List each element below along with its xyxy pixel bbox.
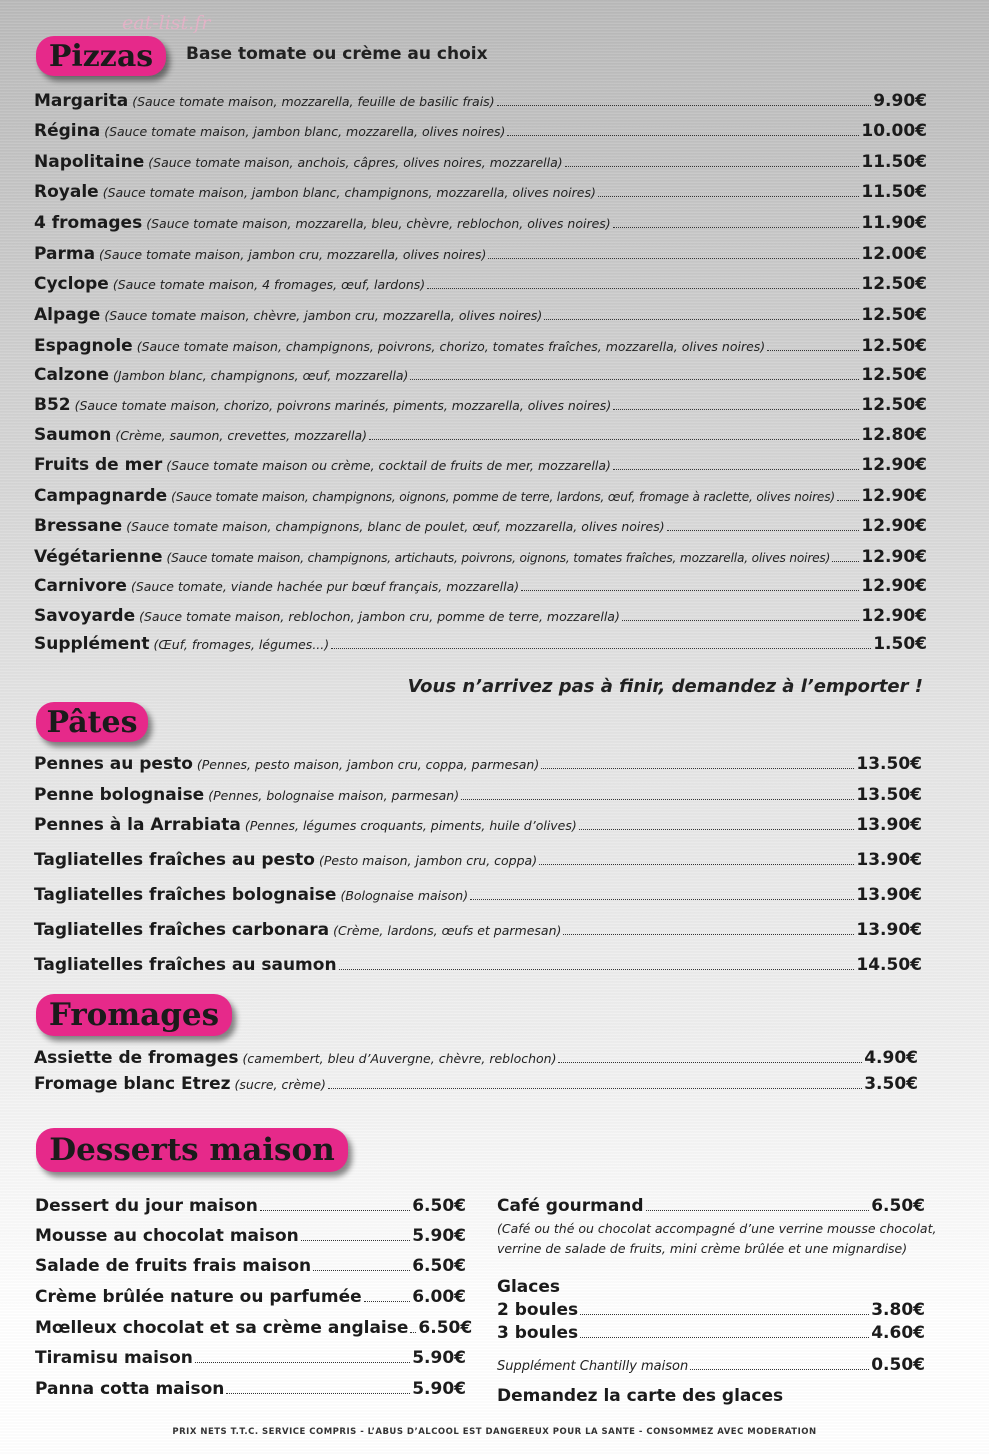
item-price: 6.00€: [412, 1287, 466, 1307]
menu-item-row: [35, 1287, 466, 1307]
item-price: 1.50€: [873, 634, 927, 654]
item-description: (Sauce tomate maison, chèvre, jambon cru, mozzarella, olives noires): [104, 308, 543, 323]
item-price: 6.50€: [412, 1196, 466, 1216]
menu-item-row: [34, 336, 927, 356]
takeaway-note: Vous n’arrivez pas à finir, demandez à l’emporter !: [407, 676, 923, 697]
pizzas-subtitle: Base tomate ou crème au choix: [186, 44, 488, 64]
fromages-heading: Fromages: [36, 994, 232, 1036]
item-description: (Sauce tomate maison, mozzarella, bleu, chèvre, reblochon, olives noires): [146, 216, 611, 231]
item-price: 12.90€: [861, 516, 927, 536]
item-description: (Pennes, légumes croquants, piments, huile d’olives): [244, 818, 577, 833]
menu-item-row: [34, 1074, 918, 1094]
dot-leader: [427, 288, 859, 289]
item-description: (Sauce tomate maison, jambon cru, mozzarella, olives noires): [99, 247, 487, 262]
item-name: Fruits de mer: [34, 455, 163, 475]
dot-leader: [328, 1088, 862, 1089]
item-name: Carnivore: [34, 576, 127, 596]
item-price: 12.90€: [861, 606, 927, 626]
menu-item-row: [34, 815, 922, 835]
dot-leader: [613, 227, 860, 228]
item-description: (Sauce tomate maison, jambon blanc, mozzarella, olives noires): [104, 124, 506, 139]
item-description: (Pennes, bolognaise maison, parmesan): [208, 788, 460, 803]
dot-leader: [690, 1369, 869, 1370]
dot-leader: [364, 1301, 411, 1302]
menu-item-row: [35, 1226, 466, 1246]
dot-leader: [613, 409, 859, 410]
item-price: 6.50€: [412, 1256, 466, 1276]
item-price: 3.50€: [864, 1074, 918, 1094]
item-name: Tagliatelles fraîches bolognaise: [34, 885, 337, 905]
menu-item-row: [35, 1256, 466, 1276]
menu-item-row: [34, 850, 922, 870]
item-name: Savoyarde: [34, 606, 136, 626]
menu-item-row: [34, 1048, 918, 1068]
cafe-gourmand-note-line1: (Café ou thé ou chocolat accompagné d’une verrine mousse chocolat,: [497, 1221, 937, 1236]
carte-glaces-note: Demandez la carte des glaces: [497, 1386, 784, 1406]
dot-leader: [544, 319, 859, 320]
dot-leader: [339, 969, 855, 970]
item-description: (Pennes, pesto maison, jambon cru, coppa, parmesan): [196, 757, 540, 772]
footer-legal: PRIX NETS T.T.C. SERVICE COMPRIS - L’ABUS D’ALCOOL EST DANGEREUX POUR LA SANTE - CONSOMMEZ AVEC MODERATION: [172, 1427, 817, 1437]
menu-item-row: [34, 606, 927, 626]
dot-leader: [331, 648, 871, 649]
dot-leader: [226, 1393, 410, 1394]
dot-leader: [565, 166, 860, 167]
item-name: Napolitaine: [34, 152, 145, 172]
watermark: eat-list.fr: [122, 12, 211, 34]
item-price: 6.50€: [871, 1196, 925, 1216]
item-name: Mousse au chocolat maison: [35, 1226, 299, 1246]
dot-leader: [580, 1337, 869, 1338]
menu-item-row: [34, 634, 927, 654]
menu-item-row: [34, 244, 927, 264]
item-price: 12.50€: [861, 395, 927, 415]
item-name: Dessert du jour maison: [35, 1196, 258, 1216]
menu-item-row: [34, 425, 927, 445]
dot-leader: [195, 1362, 410, 1363]
dot-leader: [837, 500, 859, 501]
item-name: Royale: [34, 182, 99, 202]
item-name: Supplément: [34, 634, 150, 654]
dot-leader: [579, 829, 855, 830]
item-price: 11.90€: [861, 213, 927, 233]
item-description: (sucre, crème): [234, 1077, 326, 1092]
dot-leader: [767, 350, 859, 351]
menu-item-row: [34, 754, 922, 774]
item-description: (Crème, saumon, crevettes, mozzarella): [115, 428, 368, 443]
pates-heading: Pâtes: [36, 702, 148, 742]
menu-item-row: [34, 213, 927, 233]
menu-item-row: [34, 785, 922, 805]
item-name: Pennes à la Arrabiata: [34, 815, 241, 835]
menu-item-row: [34, 274, 927, 294]
menu-item-row: [34, 920, 922, 940]
item-name: B52: [34, 395, 71, 415]
menu-item-row: [34, 547, 927, 567]
cafe-gourmand-row: [497, 1196, 925, 1216]
item-name: Calzone: [34, 365, 109, 385]
item-price: 5.90€: [412, 1226, 466, 1246]
item-name: Panna cotta maison: [35, 1379, 225, 1399]
menu-item-row: [34, 182, 927, 202]
item-description: (Sauce tomate maison, champignons, poivrons, chorizo, tomates fraîches, mozzarella, olives noires): [136, 339, 766, 354]
item-description: (Sauce tomate maison, champignons, oignons, pomme de terre, lardons, œuf, fromage à raclette, olives noires): [171, 490, 835, 504]
item-price: 12.90€: [861, 576, 927, 596]
menu-item-row: [497, 1323, 925, 1343]
glaces-title: Glaces: [497, 1277, 560, 1297]
item-name: Mœlleux chocolat et sa crème anglaise: [35, 1318, 409, 1338]
item-name: Café gourmand: [497, 1196, 644, 1216]
item-price: 12.50€: [861, 365, 927, 385]
menu-item-row: [35, 1196, 466, 1216]
dot-leader: [497, 105, 872, 106]
item-name: Tagliatelles fraîches au saumon: [34, 955, 337, 975]
dot-leader: [646, 1210, 870, 1211]
item-name: Régina: [34, 121, 101, 141]
item-description: (Sauce tomate maison, 4 fromages, œuf, lardons): [112, 277, 426, 292]
dot-leader: [313, 1270, 410, 1271]
menu-item-row: [34, 121, 927, 141]
menu-item-row: [34, 91, 927, 111]
item-price: 13.90€: [856, 850, 922, 870]
item-price: 6.50€: [418, 1318, 473, 1338]
cafe-gourmand-note-line2: verrine de salade de fruits, mini crème brûlée et une mignardise): [497, 1241, 908, 1256]
item-name: Tagliatelles fraîches carbonara: [34, 920, 330, 940]
chantilly-row: [497, 1355, 925, 1375]
item-price: 13.90€: [856, 920, 922, 940]
item-price: 14.50€: [856, 955, 922, 975]
dot-leader: [410, 1332, 416, 1333]
dot-leader: [369, 439, 859, 440]
item-price: 13.90€: [856, 885, 922, 905]
dot-leader: [580, 1314, 869, 1315]
item-name: Cyclope: [34, 274, 109, 294]
item-name: Pennes au pesto: [34, 754, 193, 774]
menu-item-row: [34, 955, 922, 975]
item-name: Penne bolognaise: [34, 785, 205, 805]
item-name: Tiramisu maison: [35, 1348, 193, 1368]
item-name: 3 boules: [497, 1323, 579, 1343]
dot-leader: [563, 934, 854, 935]
item-description: (Sauce tomate maison ou crème, cocktail de fruits de mer, mozzarella): [166, 458, 611, 473]
item-price: 13.50€: [856, 754, 922, 774]
desserts-heading: Desserts maison: [36, 1128, 348, 1172]
item-description: (Sauce tomate maison, jambon blanc, champignons, mozzarella, olives noires): [102, 185, 596, 200]
item-description: (Jambon blanc, champignons, œuf, mozzarella): [112, 368, 409, 383]
item-price: 3.80€: [871, 1300, 925, 1320]
item-price: 12.90€: [861, 547, 927, 567]
item-description: (Sauce tomate maison, anchois, câpres, olives noires, mozzarella): [148, 155, 563, 170]
dot-leader: [410, 379, 859, 380]
dot-leader: [539, 864, 854, 865]
item-price: 12.00€: [861, 244, 927, 264]
menu-item-row: [34, 365, 927, 385]
dot-leader: [598, 196, 860, 197]
item-price: 12.50€: [861, 274, 927, 294]
item-name: Alpage: [34, 305, 101, 325]
menu-item-row: [35, 1348, 466, 1368]
item-name: Campagnarde: [34, 486, 168, 506]
item-name: Végétarienne: [34, 547, 163, 567]
item-name: Crème brûlée nature ou parfumée: [35, 1287, 362, 1307]
menu-item-row: [34, 516, 927, 536]
item-price: 0.50€: [871, 1355, 925, 1375]
item-name: Supplément Chantilly maison: [497, 1359, 689, 1374]
item-price: 9.90€: [873, 91, 927, 111]
item-name: 4 fromages: [34, 213, 143, 233]
dot-leader: [521, 590, 859, 591]
item-description: (Sauce tomate maison, reblochon, jambon cru, pomme de terre, mozzarella): [139, 609, 620, 624]
item-name: Parma: [34, 244, 96, 264]
item-price: 12.90€: [861, 455, 927, 475]
item-price: 12.80€: [861, 425, 927, 445]
item-name: Margarita: [34, 91, 129, 111]
item-description: (Sauce tomate, viande hachée pur bœuf français, mozzarella): [130, 579, 520, 594]
pizzas-heading: Pizzas: [36, 36, 166, 76]
item-description: (camembert, bleu d’Auvergne, chèvre, reblochon): [242, 1051, 557, 1066]
dot-leader: [622, 620, 860, 621]
item-description: (Œuf, fromages, légumes...): [153, 637, 330, 652]
item-price: 13.50€: [856, 785, 922, 805]
item-name: Fromage blanc Etrez: [34, 1074, 231, 1094]
item-description: (Crème, lardons, œufs et parmesan): [333, 923, 562, 938]
item-price: 12.50€: [861, 305, 927, 325]
item-price: 4.60€: [871, 1323, 925, 1343]
item-price: 11.50€: [861, 152, 927, 172]
menu-item-row: [34, 395, 927, 415]
menu-item-row: [34, 576, 927, 596]
dot-leader: [541, 768, 854, 769]
item-price: 11.50€: [861, 182, 927, 202]
item-name: Assiette de fromages: [34, 1048, 239, 1068]
dot-leader: [260, 1210, 410, 1211]
item-price: 10.00€: [861, 121, 927, 141]
dot-leader: [301, 1240, 410, 1241]
menu-item-row: [497, 1300, 925, 1320]
menu-item-row: [34, 486, 927, 506]
item-price: 12.50€: [861, 336, 927, 356]
item-price: 12.90€: [861, 486, 927, 506]
item-description: (Bolognaise maison): [340, 888, 469, 903]
item-price: 5.90€: [412, 1348, 466, 1368]
item-description: (Sauce tomate maison, mozzarella, feuille de basilic frais): [132, 94, 495, 109]
item-name: Tagliatelles fraîches au pesto: [34, 850, 315, 870]
item-description: (Sauce tomate maison, champignons, artichauts, poivrons, oignons, tomates fraîches, mozzarella, olives noires): [166, 551, 831, 565]
menu-item-row: [34, 152, 927, 172]
item-price: 5.90€: [412, 1379, 466, 1399]
item-description: (Sauce tomate maison, chorizo, poivrons marinés, piments, mozzarella, olives noires): [74, 398, 612, 413]
item-name: 2 boules: [497, 1300, 579, 1320]
item-description: (Sauce tomate maison, champignons, blanc de poulet, œuf, mozzarella, olives noires): [126, 519, 665, 534]
dot-leader: [558, 1062, 862, 1063]
menu-item-row: [34, 455, 927, 475]
menu-item-row: [34, 885, 922, 905]
dot-leader: [470, 899, 854, 900]
item-description: (Pesto maison, jambon cru, coppa): [319, 853, 538, 868]
item-price: 4.90€: [864, 1048, 918, 1068]
item-price: 13.90€: [856, 815, 922, 835]
dot-leader: [832, 561, 859, 562]
dot-leader: [488, 258, 859, 259]
menu-item-row: [34, 305, 927, 325]
item-name: Bressane: [34, 516, 123, 536]
menu-item-row: [35, 1379, 466, 1399]
dot-leader: [613, 469, 859, 470]
dot-leader: [461, 799, 854, 800]
dot-leader: [507, 135, 859, 136]
dot-leader: [667, 530, 860, 531]
item-name: Espagnole: [34, 336, 133, 356]
item-name: Saumon: [34, 425, 112, 445]
item-name: Salade de fruits frais maison: [35, 1256, 312, 1276]
menu-item-row: [35, 1318, 473, 1338]
